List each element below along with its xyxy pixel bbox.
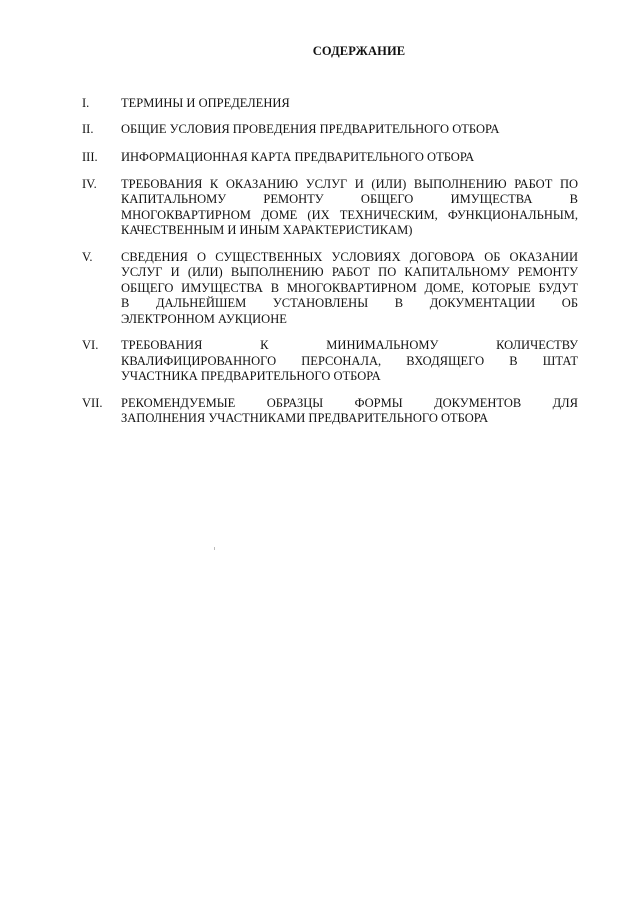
toc-item-text — [121, 177, 578, 239]
toc-item-number: IV. — [82, 176, 97, 191]
toc-item-line: УСЛУГ И (ИЛИ) ВЫПОЛНЕНИЮ РАБОТ ПО КАПИТАЛЬНОМУ РЕМОНТУ — [121, 265, 578, 279]
toc-item-line: ТРЕБОВАНИЯ К МИНИМАЛЬНОМУ КОЛИЧЕСТВУ — [121, 338, 578, 352]
toc-item-text — [121, 150, 578, 166]
page-title: СОДЕРЖАНИЕ — [312, 44, 406, 58]
toc-item-line: ЗАПОЛНЕНИЯ УЧАСТНИКАМИ ПРЕДВАРИТЕЛЬНОГО ОТБОРА — [121, 411, 489, 425]
toc-item-line: ЭЛЕКТРОННОМ АУКЦИОНЕ — [121, 311, 287, 326]
toc-item-text — [121, 396, 578, 427]
toc-item-2[interactable] — [82, 122, 578, 138]
toc-item-line: МНОГОКВАРТИРНОМ ДОМЕ (ИХ ТЕХНИЧЕСКИМ, ФУНКЦИОНАЛЬНЫМ, — [121, 207, 578, 222]
toc-item-7[interactable] — [82, 396, 578, 427]
toc-item-line: ОБЩЕГО ИМУЩЕСТВА В МНОГОКВАРТИРНОМ ДОМЕ, КОТОРЫЕ БУДУТ — [121, 280, 578, 295]
toc-item-number: V. — [82, 249, 93, 264]
toc-item-number: I. — [82, 96, 90, 110]
toc-item-line: КАПИТАЛЬНОМУ РЕМОНТУ ОБЩЕГО ИМУЩЕСТВА В — [121, 192, 578, 206]
toc-item-text — [121, 96, 578, 112]
toc-item-3[interactable] — [82, 150, 578, 166]
table-of-contents — [82, 96, 578, 427]
toc-item-line: КВАЛИФИЦИРОВАННОГО ПЕРСОНАЛА, ВХОДЯЩЕГО В ШТАТ — [121, 353, 578, 368]
toc-item-line: В ДАЛЬНЕЙШЕМ УСТАНОВЛЕНЫ В ДОКУМЕНТАЦИИ ОБ — [121, 296, 578, 310]
toc-item-number: III. — [82, 150, 98, 164]
toc-item-number: II. — [82, 121, 94, 136]
toc-item-text — [121, 250, 578, 328]
toc-item-number: VI. — [82, 338, 99, 352]
toc-item-line: ТРЕБОВАНИЯ К ОКАЗАНИЮ УСЛУГ И (ИЛИ) ВЫПОЛНЕНИЮ РАБОТ ПО — [121, 176, 578, 191]
toc-item-text — [121, 338, 578, 385]
toc-item-line: ИНФОРМАЦИОННАЯ КАРТА ПРЕДВАРИТЕЛЬНОГО ОТБОРА — [121, 150, 475, 164]
toc-item-line: РЕКОМЕНДУЕМЫЕ ОБРАЗЦЫ ФОРМЫ ДОКУМЕНТОВ ДЛЯ — [121, 395, 578, 410]
toc-item-line: КАЧЕСТВЕННЫМ И ИНЫМ ХАРАКТЕРИСТИКАМ) — [121, 223, 413, 237]
toc-item-5[interactable] — [82, 250, 578, 328]
toc-item-text — [121, 122, 578, 138]
toc-item-number: VII. — [82, 395, 103, 410]
toc-item-1[interactable] — [82, 96, 578, 112]
toc-item-4[interactable] — [82, 177, 578, 239]
scan-speck — [214, 547, 215, 550]
toc-item-line: ОБЩИЕ УСЛОВИЯ ПРОВЕДЕНИЯ ПРЕДВАРИТЕЛЬНОГО ОТБОРА — [121, 121, 500, 136]
toc-item-line: УЧАСТНИКА ПРЕДВАРИТЕЛЬНОГО ОТБОРА — [121, 369, 381, 383]
toc-item-line: СВЕДЕНИЯ О СУЩЕСТВЕННЫХ УСЛОВИЯХ ДОГОВОРА ОБ ОКАЗАНИИ — [121, 249, 578, 264]
toc-item-line: ТЕРМИНЫ И ОПРЕДЕЛЕНИЯ — [121, 96, 290, 110]
toc-item-6[interactable] — [82, 338, 578, 385]
